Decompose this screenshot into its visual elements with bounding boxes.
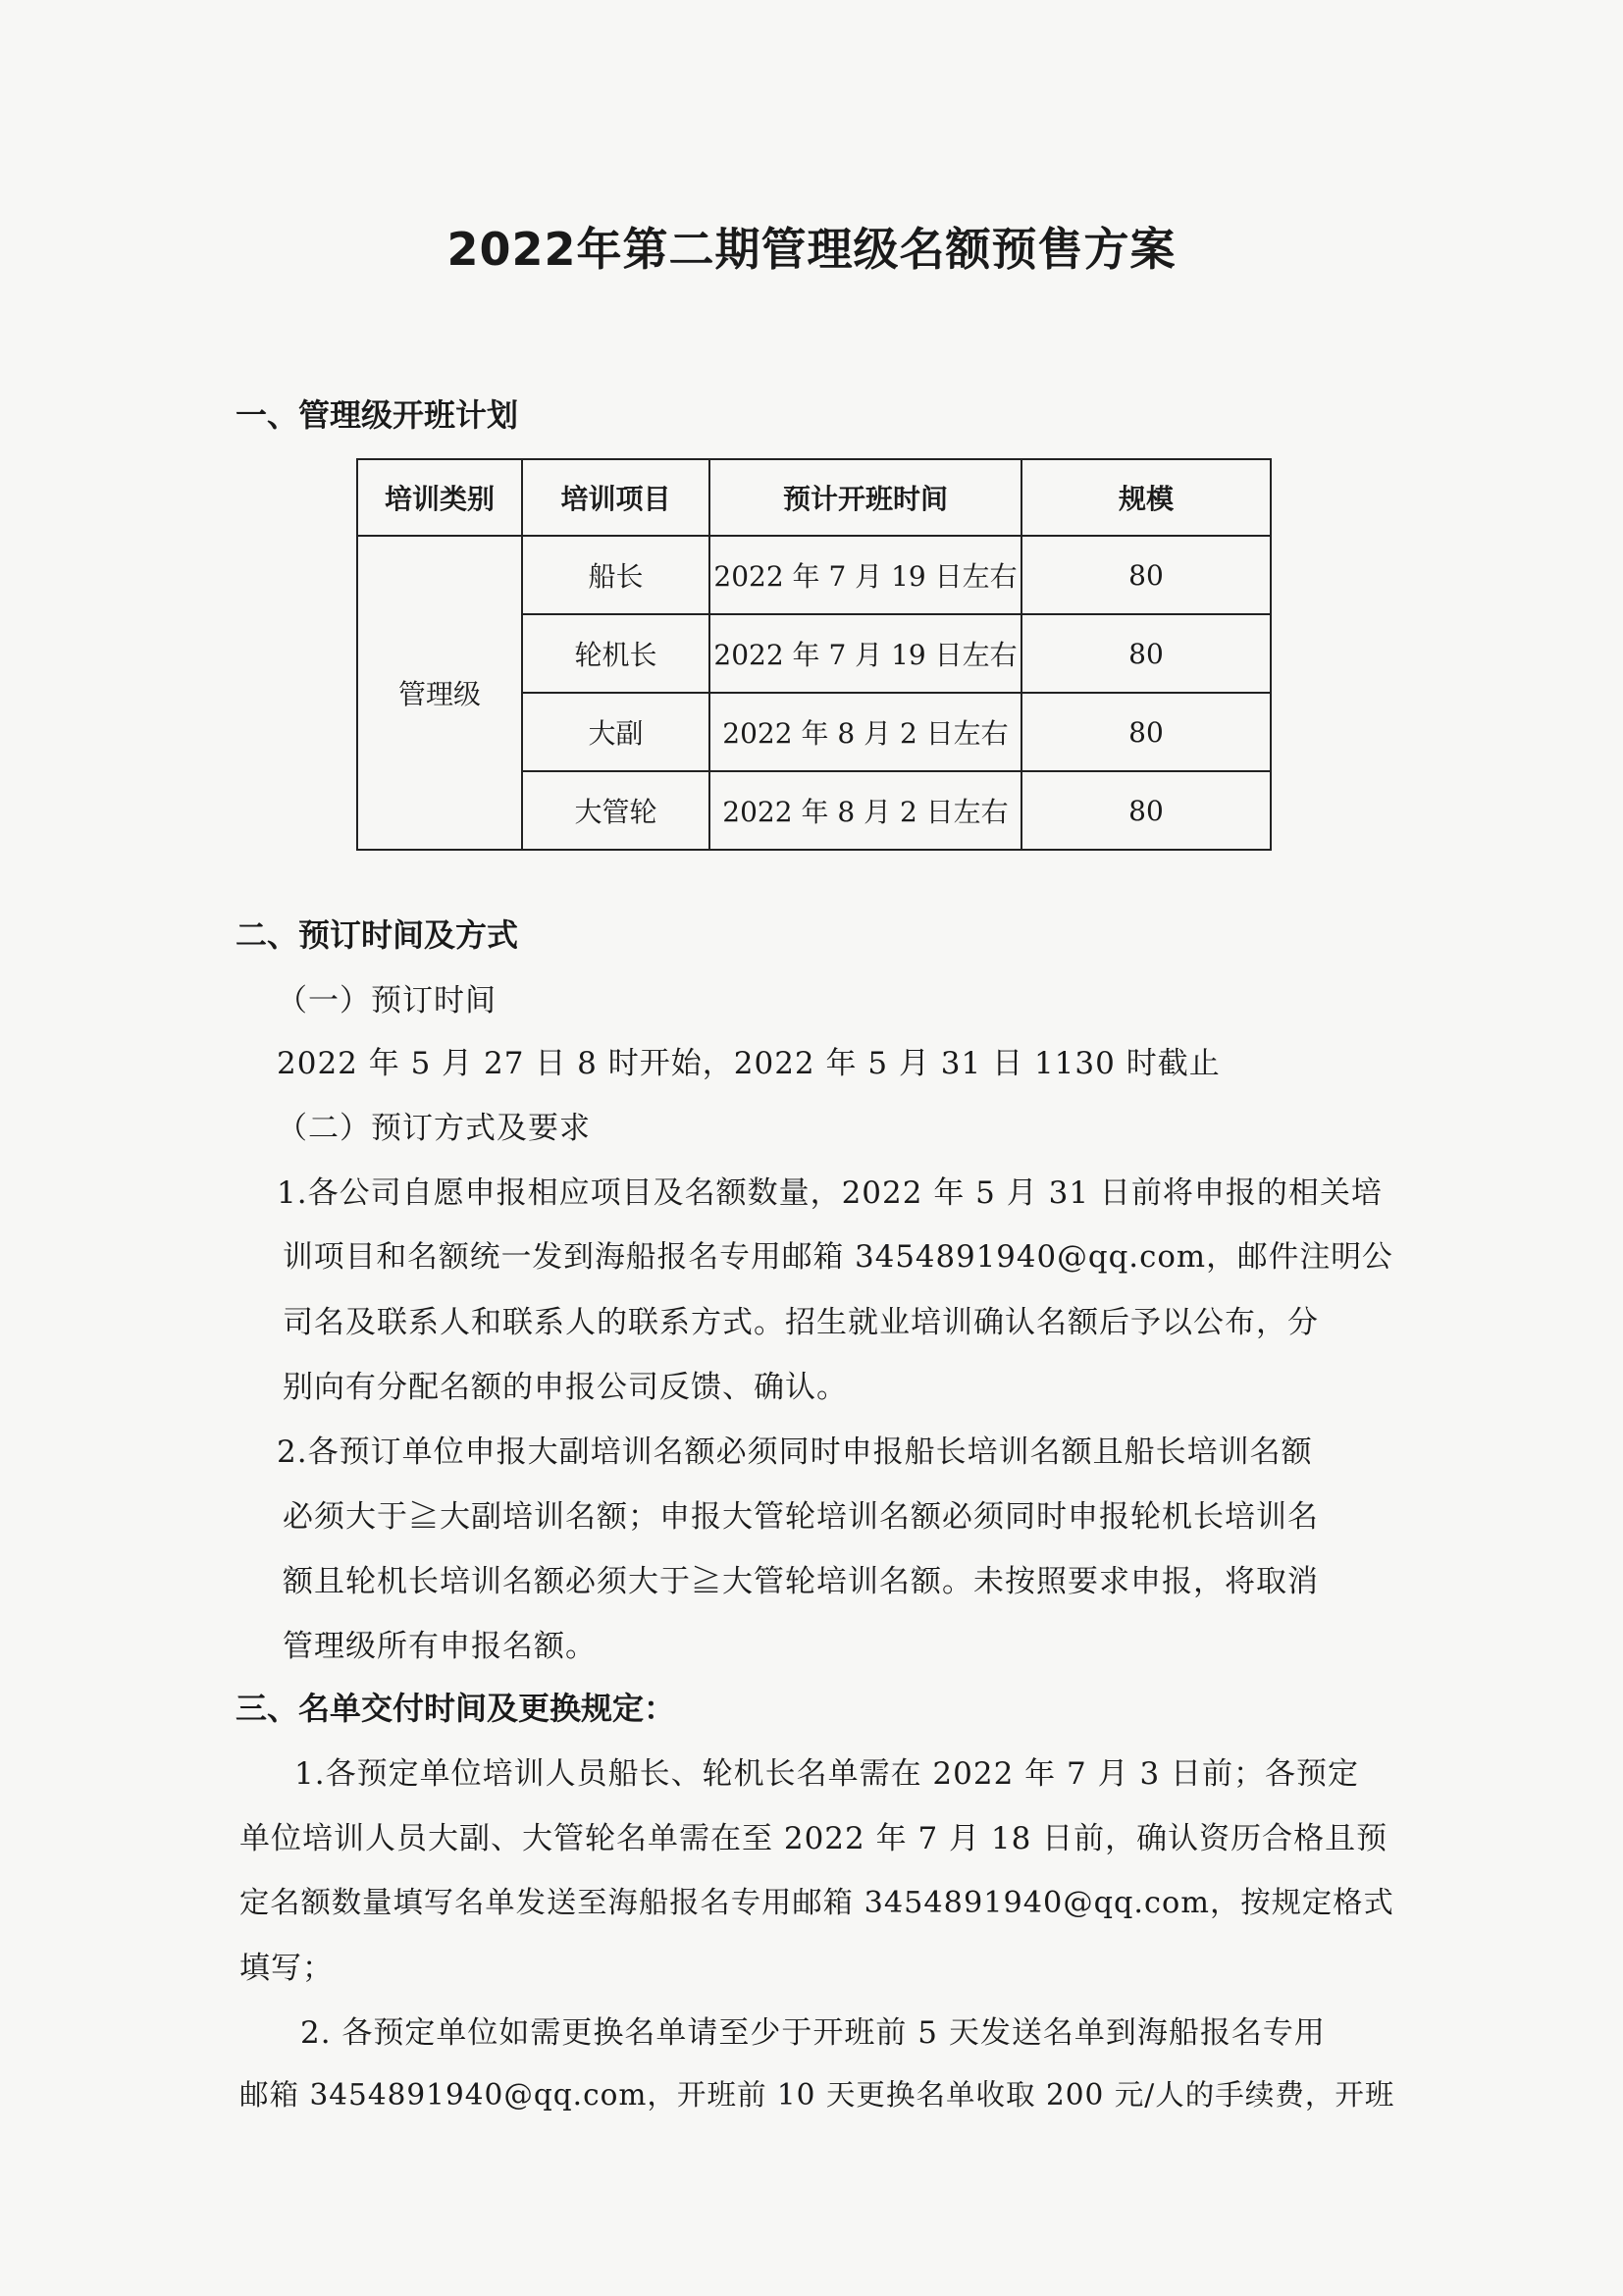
training-plan-table [356,458,1272,851]
table-cell: 大副 [522,693,709,771]
paragraph-line: 1.各预定单位培训人员船长、轮机长名单需在 2022 年 7 月 3 日前；各预定 [294,1756,1360,1792]
paragraph-line: 司名及联系人和联系人的联系方式。招生就业培训确认名额后予以公布，分 [283,1305,1319,1340]
table-cell: 轮机长 [522,614,709,693]
paragraph-line: 2. 各预定单位如需更换名单请至少于开班前 5 天发送名单到海船报名专用 [300,2015,1326,2051]
paragraph-line: 定名额数量填写名单发送至海船报名专用邮箱 3454891940@qq.com，按规定格式 [239,1886,1394,1920]
table-row [357,536,1271,614]
table-cell: 2022 年 7 月 19 日左右 [709,614,1021,693]
table-cell: 船长 [522,536,709,614]
table-cell: 2022 年 7 月 19 日左右 [709,536,1021,614]
table-header-cell: 培训项目 [522,459,709,536]
table-cell: 大管轮 [522,771,709,850]
paragraph-line: 邮箱 3454891940@qq.com，开班前 10 天更换名单收取 200 元/人的手续费，开班 [239,2078,1395,2112]
paragraph-line: 填写； [239,1951,334,1986]
paragraph-line: 单位培训人员大副、大管轮名单需在至 2022 年 7 月 18 日前，确认资历合格且预 [239,1821,1388,1856]
table-header-cell: 培训类别 [357,459,522,536]
paragraph-line: 别向有分配名额的申报公司反馈、确认。 [283,1370,848,1405]
subheading-booking-time: （一）预订时间 [277,983,497,1018]
table-cell: 2022 年 8 月 2 日左右 [709,771,1021,850]
table-header-cell: 预计开班时间 [709,459,1021,536]
paragraph-line: 训项目和名额统一发到海船报名专用邮箱 3454891940@qq.com，邮件注明公 [283,1239,1393,1275]
page-title: 2022年第二期管理级名额预售方案 [446,223,1177,276]
paragraph-line: 2.各预订单位申报大副培训名额必须同时申报船长培训名额且船长培训名额 [277,1435,1313,1470]
section-heading-2: 二、预订时间及方式 [236,916,519,954]
table-header-cell: 规模 [1021,459,1271,536]
paragraph-line: 必须大于≧大副培训名额；申报大管轮培训名额必须同时申报轮机长培训名 [283,1499,1319,1535]
section-heading-3: 三、名单交付时间及更换规定： [236,1690,676,1727]
subheading-booking-method: （二）预订方式及要求 [277,1111,591,1146]
table-cell: 80 [1021,771,1271,850]
table-header-row [357,459,1271,536]
booking-time-text: 2022 年 5 月 27 日 8 时开始，2022 年 5 月 31 日 1130 时截止 [277,1046,1221,1081]
paragraph-line: 额且轮机长培训名额必须大于≧大管轮培训名额。未按照要求申报，将取消 [283,1564,1319,1599]
table-cell: 2022 年 8 月 2 日左右 [709,693,1021,771]
section-heading-1: 一、管理级开班计划 [236,396,519,434]
table-cell: 80 [1021,614,1271,693]
paragraph-line: 管理级所有申报名额。 [283,1629,597,1664]
table-cell: 80 [1021,536,1271,614]
table-cell: 80 [1021,693,1271,771]
table-cell-category: 管理级 [357,536,522,850]
paragraph-line: 1.各公司自愿申报相应项目及名额数量，2022 年 5 月 31 日前将申报的相关培 [277,1175,1383,1211]
